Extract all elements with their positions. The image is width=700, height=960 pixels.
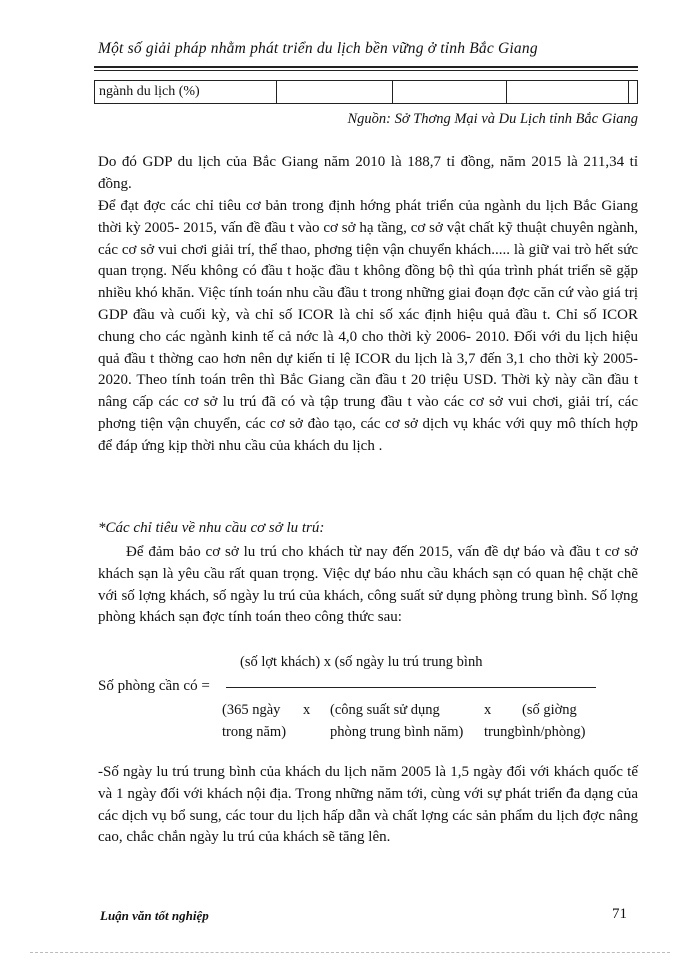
- table-cell: [393, 81, 507, 104]
- formula-denominator-beds: (số giờng: [522, 702, 577, 718]
- formula-denominator-beds-2: trungbình/phòng): [484, 724, 586, 740]
- paragraph-investment: Để đạt đợc các chỉ tiêu cơ bản trong định hớng phát triển của ngành du lịch Bắc Giang thời kỳ 2005- 2015, vấn đề đầu t vào cơ sở hạ tầng, cơ sở vật chất kỹ thuật chuyên ngành, các cơ sở vui chơi giải trí, thể thao, phơng tiện vận chuyển khách..... là giữ vai trò hết sức quan trọng. Nếu không có đầu t hoặc đầu t không đồng bộ thì qúa trình phát triển sẽ gặp nhiều khó khăn. Việc tính toán nhu cầu đầu t trong những giai đoạn đợc căn cứ vào giá trị GDP đầu và cuối kỳ, và chỉ số ICOR là chỉ số xác định hiệu quả đầu t. Chỉ số ICOR chung cho các ngành kinh tế cả nớc là 4,0 cho thời kỳ 2006- 2010. Đối với du lịch hiệu quả đầu t thờng cao hơn nên dự kiến tỉ lệ ICOR du lịch là 3,7 đến 3,1 cho thời kỳ 2005- 2020. Theo tính toán trên thì Bắc Giang cần đầu t 20 triệu USD. Thời kỳ này cần đầu t nâng cấp các cơ sở lu trú đã có và tập trung đầu t vào các cơ sở vui chơi, giải trí, các phơng tiện vận chuyển, các cơ sở đào tạo, các cơ sở dịch vụ khác với quy mô thích hợp để đáp ứng kịp thời nhu cầu của khách du lịch .: [98, 198, 638, 454]
- table-cell: [277, 81, 393, 104]
- running-header-title: Một số giải pháp nhằm phát triển du lịch bền vững ở tỉnh Bắc Giang: [98, 40, 538, 57]
- paragraph-stay-length: -Số ngày lu trú trung bình của khách du lịch năm 2005 là 1,5 ngày đối với khách quốc tế và 1 ngày đối với khách nội địa. Trong những năm tới, cùng với sự phát triển đa dạng của các dịch vụ bổ sung, các tour du lịch hấp dẫn và chất lợng các sản phẩm du lịch đợc nâng cao, chắc chắn ngày lu trú của khách sẽ tăng lên.: [98, 764, 638, 846]
- page-number: 71: [612, 906, 627, 922]
- table-cell: [507, 81, 629, 104]
- formula-times-2: x: [484, 702, 492, 718]
- source-note: Nguồn: Sở Thơng Mại và Du Lịch tỉnh Bắc Giang: [347, 111, 638, 127]
- footer-thesis-label: Luận văn tốt nghiệp: [100, 908, 209, 923]
- table-row: [95, 81, 638, 104]
- paragraph-accommodation: Để đảm bảo cơ sở lu trú cho khách từ nay đến 2015, vấn đề dự báo và đầu t cơ sở khách sạn là yêu cầu rất quan trọng. Việc dự báo nhu cầu khách sạn có quan hệ chặt chẽ với số lợng khách, số ngày lu trú của khách, công suất sử dụng phòng trung bình. Số lợng phòng khách sạn đợc tính toán theo công thức sau:: [98, 544, 638, 626]
- table-cell: [629, 81, 638, 104]
- section-heading: *Các chỉ tiêu về nhu cầu cơ sở lu trú:: [98, 520, 325, 536]
- formula-denominator-days: (365 ngày: [222, 702, 281, 718]
- table-cell-label: ngành du lịch (%): [95, 81, 277, 104]
- formula-denominator-days-2: trong năm): [222, 724, 287, 740]
- formula-lhs: Số phòng cần có =: [98, 678, 210, 694]
- formula-denominator-usage: (công suất sử dụng: [330, 702, 440, 718]
- data-table: [94, 80, 638, 104]
- formula-numerator: (số lợt khách) x (số ngày lu trú trung bình: [240, 654, 483, 670]
- formula-times-1: x: [303, 702, 311, 718]
- paragraph-gdp: Do đó GDP du lịch của Bắc Giang năm 2010 là 188,7 tỉ đồng, năm 2015 là 211,34 tỉ đồng.: [98, 154, 638, 192]
- fraction-bar: [226, 687, 596, 688]
- header-divider: [94, 66, 638, 71]
- formula-denominator-usage-2: phòng trung bình năm): [330, 724, 464, 740]
- page-bottom-divider: [30, 952, 670, 953]
